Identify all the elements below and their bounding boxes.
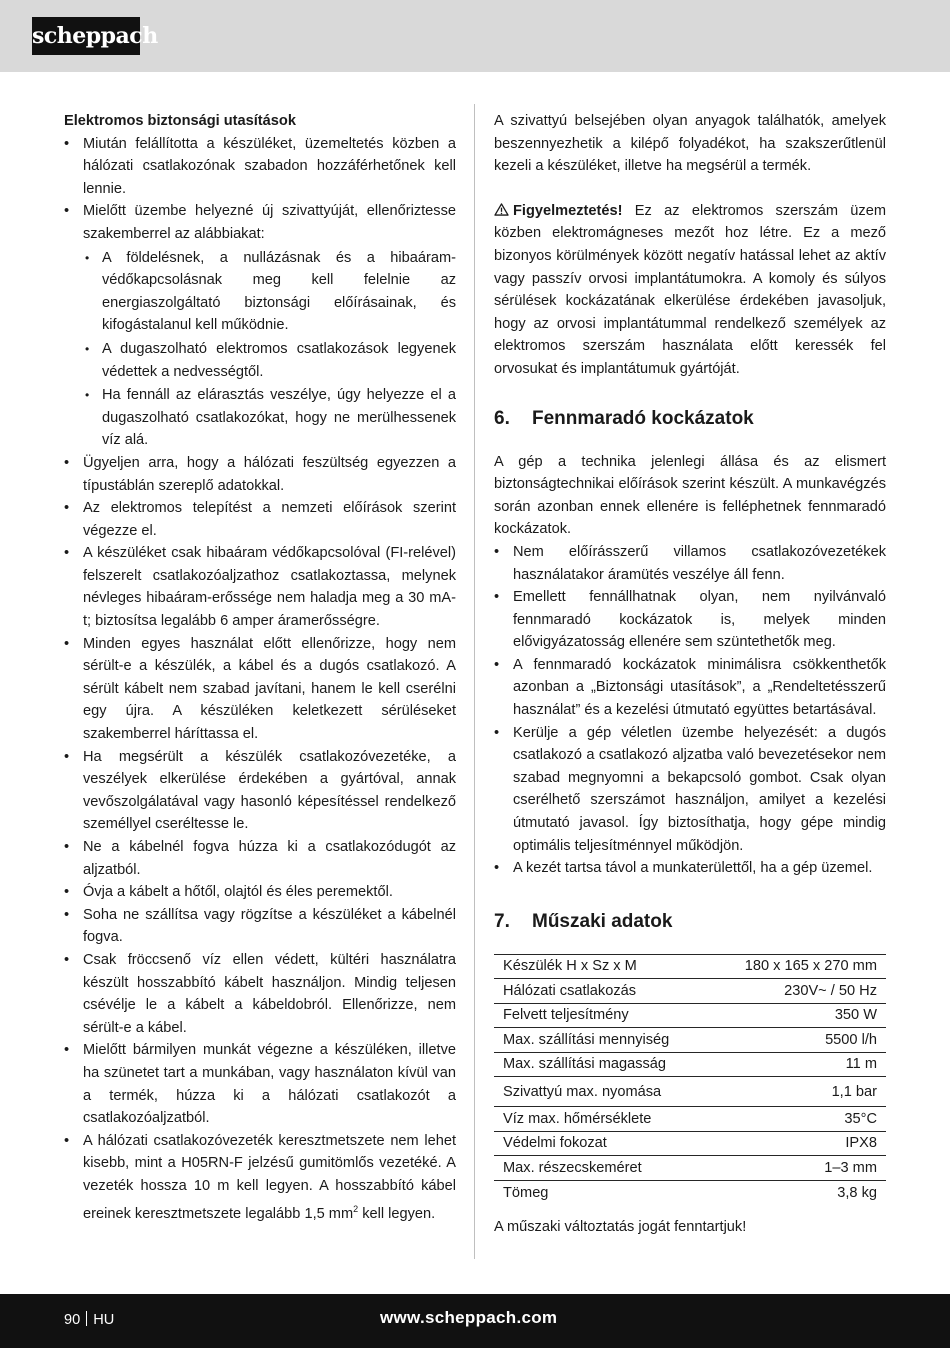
spec-value: 180 x 165 x 270 mm <box>710 954 886 979</box>
page-number: 90 <box>64 1312 81 1328</box>
header-bar <box>0 0 950 72</box>
page-indicator <box>64 1311 114 1328</box>
list-item: • Az elektromos telepítést a nemzeti előírások szerint végezze el. <box>64 497 456 542</box>
sub-list-item: • A dugaszolható elektromos csatlakozások legyenek védettek a nedvességtől. <box>83 338 456 383</box>
section-6-title <box>494 407 886 431</box>
spec-value: 1–3 mm <box>710 1156 886 1181</box>
list-item-text-end: kell legyen. <box>358 1205 436 1222</box>
list-item: • Minden egyes használat előtt ellenőrizze, hogy nem sérült-e a készülék, a kábel és a dugós csatlakozó. A sérült kábelt nem szabad javítani, hanem le kell cserélni egy újra. A készüléken keletkezett sérüléseket szakemberrel háríttassa el. <box>64 633 456 746</box>
spec-value: 5500 l/h <box>710 1028 886 1053</box>
sub-list-item: • Ha fennáll az elárasztás veszélye, úgy helyezze el a dugaszolható csatlakozókat, hogy ne merülhessenek víz alá. <box>83 384 456 452</box>
spec-value: 1,1 bar <box>710 1077 886 1107</box>
warning-text: Ez az elektromos szerszám üzem közben elektromágneses mezőt hoz létre. Ez a mező bizonyos körülmények között negatív hatással lehet az aktív vagy passzív orvosi implantátumokra. A komoly és súlyos sérülések kockázatának elkerülése érdekében javasoljuk, hogy az orvosi implantátummal rendelkező személyek az elektromos szerszám használata előtt keressék fel orvosukat és implantátumuk gyártóját. <box>494 202 886 377</box>
list-item: • A készüléket csak hibaáram védőkapcsolóval (FI-relével) felszerelt csatlakozóaljzathoz csatlakoztassa, melynek névleges hibaáram-erőssége nem haladja meg a 30 mA-t; biztosítsa legalább 6 amper áramerősségre. <box>64 542 456 632</box>
spec-value: 3,8 kg <box>837 1185 877 1202</box>
spec-label: Víz max. hőmérséklete <box>494 1107 710 1132</box>
list-item: • Óvja a kábelt a hőtől, olajtól és éles peremektől. <box>64 881 456 904</box>
list-item: • Ügyeljen arra, hogy a hálózati feszültség egyezzen a típustáblán szereplő adatokkal. <box>64 452 456 497</box>
table-row <box>494 1028 886 1053</box>
section-title-text: Műszaki adatok <box>532 910 673 932</box>
column-divider <box>474 104 475 1259</box>
superscript: 2 <box>353 1203 359 1214</box>
list-item: • Ha megsérült a készülék csatlakozóvezetéke, a veszélyek elkerülése érdekében a gyártóval, annak vevőszolgálatával vagy hasonló képesítéssel rendelkező személlyel cseréltesse le. <box>64 746 456 836</box>
table-row <box>494 1003 886 1028</box>
table-row <box>494 1077 886 1107</box>
separator <box>86 1311 87 1326</box>
sub-list <box>83 247 456 452</box>
list-item <box>64 1130 456 1225</box>
spec-label: Hálózati csatlakozás <box>494 979 710 1004</box>
list-item: • Csak fröccsenő víz ellen védett, kültéri használatra készült hosszabbító kábelt használjon. Mindig teljesen csévélje le a kábelt a kábeldobról. Ellenőrizze, nem sérült-e a kábel. <box>64 949 456 1039</box>
spec-label: Max. szállítási mennyiség <box>494 1028 710 1053</box>
list-item: • A kezét tartsa távol a munkaterülettől, ha a gép üzemel. <box>494 857 886 880</box>
residual-risk-intro: A gép a technika jelenlegi állása és az elismert biztonságtechnikai előírások szerint készült. A munkavégzés során azonban ennek ellenére is felléphetnek fennmaradó kockázatok. <box>494 453 886 538</box>
list-item: • Soha ne szállítsa vagy rögzítse a készüléket a kábelnél fogva. <box>64 904 456 949</box>
list-item: • Nem előírásszerű villamos csatlakozóvezetékek használatakor áramütés veszélye áll fenn. <box>494 541 886 586</box>
section-7-title <box>494 910 886 934</box>
list-item: • Mielőtt bármilyen munkát végezne a készüléken, illetve ha szünetet tart a munkában, vagy használaton kívül van a termék, húzza ki a hálózati csatlakozót a csatlakozóaljzatból. <box>64 1039 456 1129</box>
list-item: • Miután felállította a készüléket, üzemeltetés közben a hálózati csatlakozónak szabadon hozzáférhetőnek kell lennie. <box>64 133 456 201</box>
technical-changes-note: A műszaki változtatás jogát fenntartjuk! <box>494 1219 747 1236</box>
technical-data-table <box>494 954 886 1207</box>
table-row <box>494 979 886 1004</box>
warning-paragraph <box>494 200 886 381</box>
footer-bar <box>0 1294 950 1348</box>
table-row <box>494 1131 886 1156</box>
electrical-safety-heading: Elektromos biztonsági utasítások <box>64 113 296 129</box>
right-column <box>494 110 886 1239</box>
spec-value: 230V~ / 50 Hz <box>710 979 886 1004</box>
table-row <box>494 954 886 979</box>
spec-value: IPX8 <box>710 1131 886 1156</box>
spec-label: Max. részecskeméret <box>494 1156 710 1181</box>
warning-label: Figyelmeztetés! <box>513 202 623 219</box>
spec-label: Tömeg <box>503 1185 549 1202</box>
electrical-safety-list <box>64 133 456 1225</box>
sub-list-item: • A földelésnek, a nullázásnak és a hibaáram-védőkapcsolásnak meg kell felelnie az energiaszolgáltató biztonsági előírásainak, és kifogástalanul kell működnie. <box>83 247 456 337</box>
residual-risk-list <box>494 541 886 880</box>
list-item: • Ne a kábelnél fogva húzza ki a csatlakozódugót az aljzatból. <box>64 836 456 881</box>
spec-label: Szivattyú max. nyomása <box>494 1077 710 1107</box>
list-item-text: A hálózati csatlakozóvezeték keresztmetszete nem lehet kisebb, mint a H05RN-F jelzésű gumitömlős vezetéké. A vezeték hossza 10 m kell legyen. A hosszabbító kábel ereinek keresztmetszete legalább 1,5 mm <box>83 1132 456 1222</box>
list-item: • Kerülje a gép véletlen üzembe helyezését: a dugós csatlakozó a csatlakozó aljzatba való bevezetésekor nem szabad megnyomni a bekapcsoló gombot. Csak olyan cserélhető szerszámot használjon, amilyet a kezelési útmutató javasol. Így biztosíthatja, hogy gépe mindig optimális teljesítménnyel működjön. <box>494 722 886 858</box>
list-item: • A fennmaradó kockázatok minimálisra csökkenthetők azonban a „Biztonsági utasítások”, a „Rendeltetésszerű használat” és a kezelési útmutató együttes betartásával. <box>494 654 886 722</box>
spec-value: 11 m <box>710 1052 886 1077</box>
spec-label: Készülék H x Sz x M <box>494 954 710 979</box>
section-number: 7. <box>494 910 510 932</box>
table-row <box>494 1180 886 1206</box>
website-url: www.scheppach.com <box>380 1308 558 1327</box>
brand-logo: scheppach <box>32 17 140 55</box>
spec-label: Max. szállítási magasság <box>494 1052 710 1077</box>
section-title-text: Fennmaradó kockázatok <box>532 407 754 429</box>
warning-triangle-icon <box>494 203 509 216</box>
section-number: 6. <box>494 407 510 429</box>
list-item-text: Mielőtt üzembe helyezné új szivattyúját, ellenőriztesse szakemberrel az alábbiakat: <box>83 203 456 242</box>
spec-label: Felvett teljesítmény <box>494 1003 710 1028</box>
spec-value: 35°C <box>710 1107 886 1132</box>
table-row <box>494 1052 886 1077</box>
spec-label: Védelmi fokozat <box>494 1131 710 1156</box>
language-code: HU <box>93 1312 115 1328</box>
table-row <box>494 1156 886 1181</box>
pump-materials-paragraph: A szivattyú belsejében olyan anyagok találhatók, amelyek beszennyezhetik a kilépő folyadékot, ha szakszerűtlenül kezeli a készüléket, illetve ha megsérül a termék. <box>494 113 886 175</box>
list-item: • Emellett fennállhatnak olyan, nem nyilvánvaló fennmaradó kockázatok is, melyek minden elővigyázatosság ellenére sem szüntethetők meg. <box>494 586 886 654</box>
spec-value: 350 W <box>710 1003 886 1028</box>
left-column <box>64 110 456 1225</box>
list-item <box>64 200 456 452</box>
table-row <box>494 1107 886 1132</box>
